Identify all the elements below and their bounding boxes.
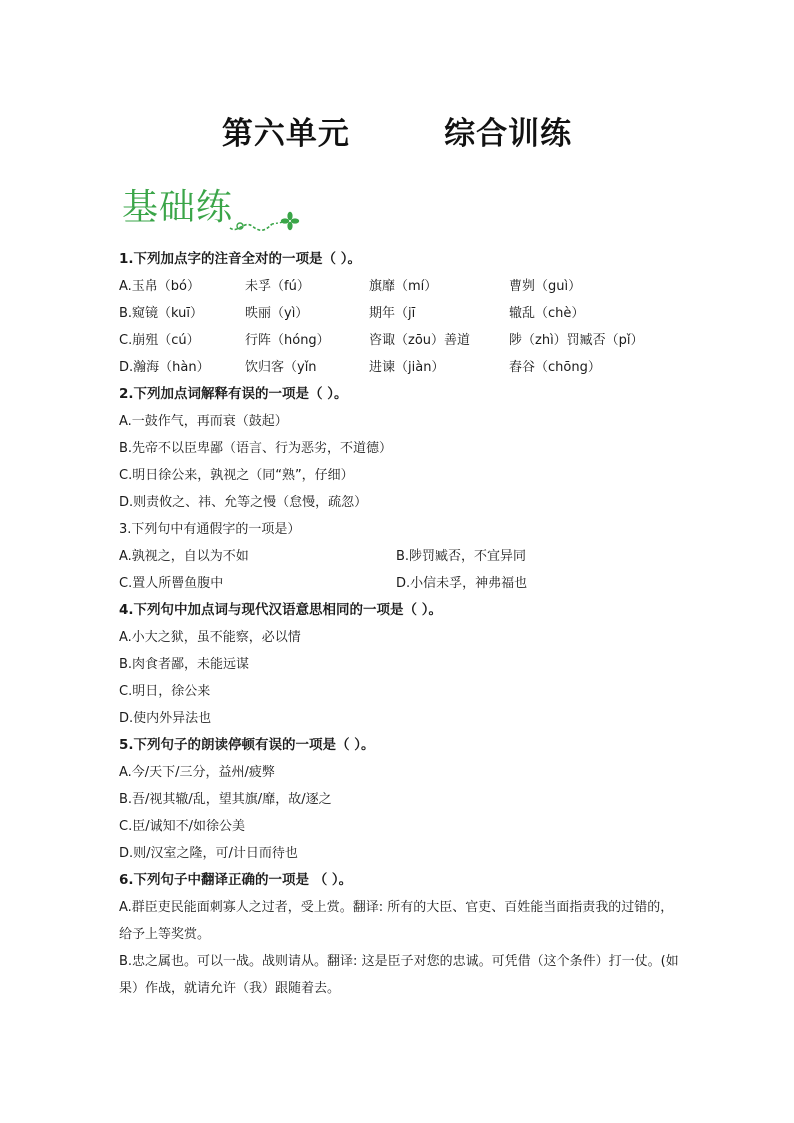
option-cell: 旗靡（mí） [369, 279, 438, 294]
question-6-stem: 6.下列句子中翻译正确的一项是 （ ）。 [119, 872, 353, 888]
option-cell: D.瀚海（hàn） [119, 360, 210, 375]
option-cell: 昳丽（yì） [245, 306, 309, 321]
option-cell: 饮归客（yǐn [245, 360, 317, 375]
option-cell: C.置人所罾鱼腹中 [119, 576, 224, 591]
question-1-row-d [119, 354, 679, 381]
question-5-option-d: D.则/汉室之隆，可/计日而待也 [119, 846, 298, 861]
question-list [119, 246, 679, 1002]
option-cell: 行阵（hóng） [245, 333, 330, 348]
question-6-option-a: A.群臣吏民能面刺寡人之过者，受上赏。翻译: 所有的大臣、官吏、百姓能当面指责我的过错的，给予上等奖赏。 [119, 900, 674, 942]
question-4-option-b: B.肉食者鄙，未能远谋 [119, 657, 250, 672]
question-2-option-c: C.明日徐公来，孰视之（同“熟”，仔细） [119, 468, 354, 483]
page-title: 第六单元 综合训练 [221, 116, 573, 152]
question-1-row-c [119, 327, 679, 354]
question-5-stem: 5.下列句子的朗读停顿有误的一项是（ ）。 [119, 737, 375, 753]
question-1-stem: 1.下列加点字的注音全对的一项是（ ）。 [119, 251, 361, 267]
question-4-stem: 4.下列句中加点词与现代汉语意思相同的一项是（ ）。 [119, 602, 442, 618]
option-cell: C.崩殂（cú） [119, 333, 200, 348]
option-cell: 咨诹（zōu）善道 [369, 333, 471, 348]
question-4-option-a: A.小大之狱，虽不能察，必以情 [119, 630, 301, 645]
option-cell: 期年（jī [369, 306, 416, 321]
question-2-option-b: B.先帝不以臣卑鄙（语言、行为恶劣，不道德） [119, 441, 393, 456]
question-1-row-a [119, 273, 679, 300]
option-cell: B.陟罚臧否，不宜异同 [396, 549, 527, 564]
question-4-option-c: C.明日，徐公来 [119, 684, 211, 699]
option-cell: 未孚（fú） [245, 279, 310, 294]
question-2-option-a: A.一鼓作气，再而衰（鼓起） [119, 414, 288, 429]
question-3-row-ab [119, 543, 679, 570]
option-cell: D.小信未孚，神弗福也 [396, 576, 528, 591]
question-5-option-a: A.今/天下/三分，益州/疲弊 [119, 765, 275, 780]
option-cell: 陟（zhì）罚臧否（pǐ） [509, 333, 644, 348]
option-cell: A.玉帛（bó） [119, 279, 201, 294]
option-cell: B.窥镜（kuī） [119, 306, 204, 321]
question-4-option-d: D.使内外异法也 [119, 711, 212, 726]
question-1-row-b [119, 300, 679, 327]
option-cell: A.孰视之，自以为不如 [119, 549, 249, 564]
option-cell: 进谏（jiàn） [369, 360, 445, 375]
question-3-stem: 3.下列句中有通假字的一项是） [119, 522, 301, 537]
question-5-option-b: B.吾/视其辙/乱，望其旗/靡，故/逐之 [119, 792, 332, 807]
question-2-stem: 2.下列加点词解释有误的一项是（ ）。 [119, 386, 348, 402]
question-5-option-c: C.臣/诚知不/如徐公美 [119, 819, 245, 834]
question-6-option-b: B.忠之属也。可以一战。战则请从。翻译: 这是臣子对您的忠诚。可凭借（这个条件）打一仗。(如果）作战，就请允许（我）跟随着去。 [119, 954, 679, 996]
option-cell: 曹刿（guì） [509, 279, 582, 294]
question-3-row-cd [119, 570, 679, 597]
vine-decoration-icon [228, 210, 303, 240]
question-2-option-d: D.则责攸之、祎、允等之慢（怠慢，疏忽） [119, 495, 368, 510]
option-cell: 舂谷（chōng） [509, 360, 601, 375]
option-cell: 辙乱（chè） [509, 306, 585, 321]
section-label: 基础练 [122, 187, 234, 228]
